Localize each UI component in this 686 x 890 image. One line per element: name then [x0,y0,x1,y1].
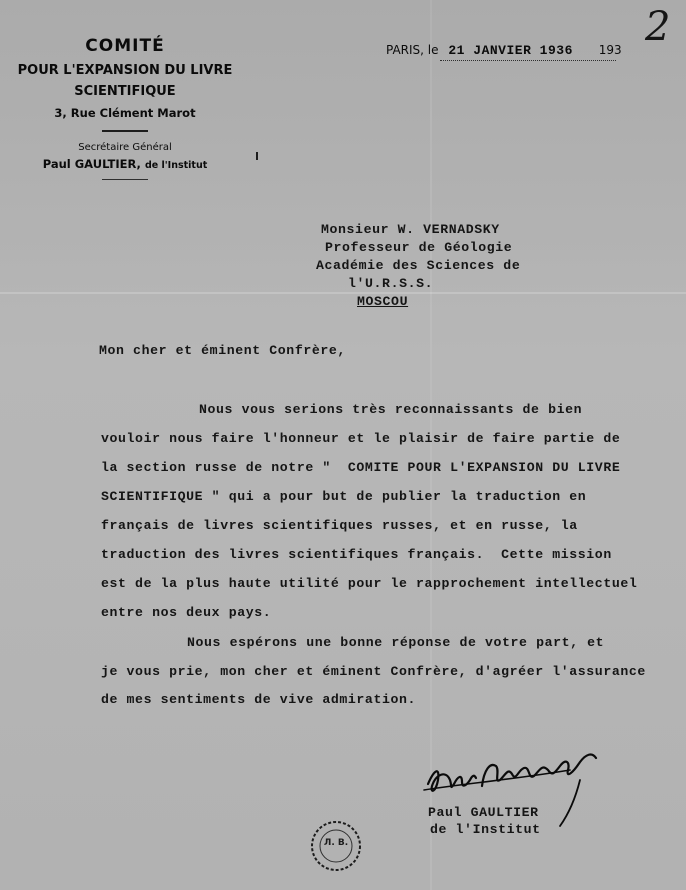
body-line: SCIENTIFIQUE " qui a pour but de publier la traduction en [101,489,587,504]
recipient-country: l'U.R.S.S. [348,276,434,291]
letterhead-title: COMITÉ [85,36,165,56]
paper-fold-horizontal [0,292,686,294]
ink-tick-mark [256,152,258,160]
closing-line: de mes sentiments de vive admiration. [101,692,417,707]
letterhead-line2: SCIENTIFIQUE [74,84,176,99]
secretary-label: Secrétaire Général [78,142,172,153]
recipient-institution: Académie des Sciences de [316,258,521,273]
salutation: Mon cher et éminent Confrère, [99,343,346,358]
closing-line: je vous prie, mon cher et éminent Confrère, d'agréer l'assurance [101,664,646,679]
recipient-name: Monsieur W. VERNADSKY [321,222,500,237]
date-line [386,43,622,58]
date-typed: 21 JANVIER 1936 [448,43,573,58]
secretary-name: Paul GAULTIER, [42,157,141,171]
closing-line: Nous espérons une bonne réponse de votre part, et [187,635,605,650]
body-line: la section russe de notre " COMITE POUR L'EXPANSION DU LIVRE [101,460,621,475]
body-line: Nous vous serions très reconnaissants de bien [199,402,583,417]
date-place: PARIS, le [386,43,439,57]
recipient-city: MOSCOU [357,294,409,309]
stamp-text: Л. В. [323,838,349,848]
body-line: entre nos deux pays. [101,605,272,620]
letterhead-rule-lower [102,179,148,180]
date-dotted-line [440,60,616,61]
signature-name: Paul GAULTIER [428,805,539,820]
body-line: traduction des livres scientifiques français. Cette mission [101,547,612,562]
body-line: français de livres scientifiques russes, et en russe, la [101,518,578,533]
page-number: 2 [645,4,671,50]
letterhead [0,36,250,180]
signature-affiliation: de l'Institut [430,822,541,837]
secretary-affiliation: de l'Institut [144,160,208,171]
archive-stamp [308,818,364,874]
secretary-line [0,157,250,171]
letterhead-rule [102,130,148,132]
body-line: vouloir nous faire l'honneur et le plaisir de faire partie de [101,431,621,446]
letterhead-line1: POUR L'EXPANSION DU LIVRE [17,63,233,78]
date-year-prefix: 193 [598,43,622,57]
letterhead-address: 3, Rue Clément Marot [54,106,196,120]
recipient-title: Professeur de Géologie [325,240,513,255]
body-line: est de la plus haute utilité pour le rapprochement intellectuel [101,576,638,591]
